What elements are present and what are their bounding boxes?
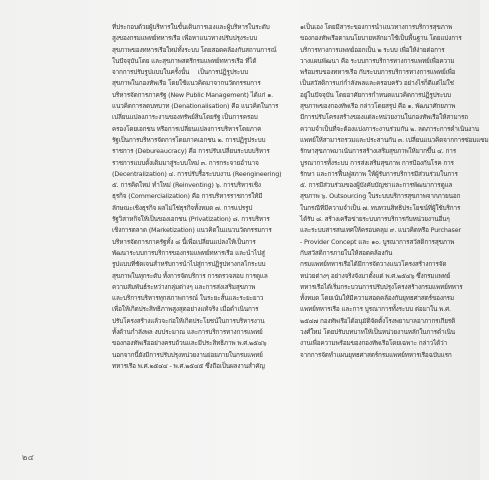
text-line: ราชการ (Debureaucracy) คือ การปรับเปลี่ยนระบบบริหาร [112,147,270,156]
text-line: ในปัจจุบันโดย และสุขภาพสตรีกรมแพทย์ทหารเรือ ที่ได้ [112,56,257,65]
text-line: ครองโดยเอกชน หรือการเปลี่ยนแปลงการบริหารโดยภาค [112,124,262,133]
text-line: บูรณาการทั้งระบบ การส่งเสริมสุขภาพ การป้องกันโรค การ [300,158,454,167]
text-line: นอกจากนี้ยังมีการปรับปรุงหน่วยงานย่อยภายในกรมแพทย์ [112,350,263,359]
text-line: ที่ประกอบด้วยผู้บริหารในขั้นเดินการเองและผู้บริหารในระดับ [112,23,270,31]
text-line: สุขภาพของกองทัพเรือ กล่าวโดยสรุป คือ ๑. พัฒนาศักยภาพ [300,102,456,111]
text-line: ธุรกิจ (Commercialization) คือ การบริหารราชการให้มี [112,192,263,201]
text-line: ลักษณะเชิงธุรกิจ ผลไม่ใช่ธุรกิจทั้งหมด ๗. การแปรรูป [112,203,253,212]
text-line: เปลี่ยนแปลงภาระงานของทรัพย์สินโดยรัฐ เป็นการครอบ [112,113,258,122]
text-line: ความสัมพันธ์ระหว่างกลุ่มต่างๆ และการส่งเสริมสุขภาพ [112,282,256,291]
text-line: แพทย์ทหารเรือ และการ บูรณาการทั้งระบบ ต่อมาใน พ.ศ. [300,305,451,314]
text-line: วงศ์ใหม่ โดยปรับบทบาทให้เป็นหน่วยงานหลักในการดำเนิน [300,328,456,337]
text-line: รัฐเป็นการบริหารจัดการโดยภาคเอกชน ๒. การปฏิรูประบบ [112,135,266,144]
text-line: ราชการแบบดั้งเดิมมาสู่ระบบใหม่ ๓. การกระจายอำนาจ [112,158,259,167]
text-line: รักษา และการฟื้นฟูสภาพ ให้ผู้รับการบริการมีส่วนร่วมในการ [300,169,458,178]
text-line: แพทย์ให้สามารถรวมและประสานกัน ๓. เปลี่ยนแนวคิดจากการซ่อมแซม [300,135,489,144]
text-line: รัฐวิสาหกิจให้เป็นของเอกชน (Privatization) ๘. การบริหาร [112,215,270,224]
text-line: จากการปรับรูปแบบในครั้งนั้น เป็นการปฏิรูประบบ [112,68,248,77]
text-line: งานเพื่อความพร้อมของกองทัพเรือโดยเฉพาะ กล่าวได้ว่า [300,339,448,348]
text-line: (Decentralization) ๔. การปรับรื้อระบบงาน (Reengineering) [112,169,282,178]
text-line: กับสวัสดิการภายในให้สอดคล้องกัน [300,248,393,257]
text-line: มีการปรับโครงสร้างของแต่ละหน่วยงานในกองทัพเรือให้สามารถ [300,113,468,122]
text-line: วางแผนพัฒนา คือ ระบบการบริการทางการแพทย์เพื่อความ [300,56,455,65]
text-line: บริการทางการแพทย์ออกเป็น ๒ ระบบ เพื่อให้ง่ายต่อการ [300,45,445,54]
text-line: เชิงการตลาด (Marketization) แนวคิดในแนวนวัตกรรมการ [112,226,272,235]
text-line: ๕. การมีส่วนร่วมของผู้บังคับบัญชาและการพัฒนาการดูแล [300,181,453,190]
text-line: หน่วยต่างๆ อย่างจริงจังมาตั้งแต่ พ.ศ.๒๕๔๖ ซึ่งกรมแพทย์ [300,271,451,280]
text-line: ทหารเรือ พ.ศ.๒๕๔๔ - พ.ศ.๒๕๔๕ ซึ่งถือเป็นผลงานสำคัญ [112,361,265,370]
text-line: ทั้งหมด โดยเน้นให้มีความสอดคล้องกับยุทธศาสตร์ของกรม [300,294,454,303]
text-line: บริหารจัดการภาครัฐ (New Public Management) ได้แก่ ๑. [112,90,274,99]
text-line: จากการจัดทำแผนยุทธศาสตร์กรมแพทย์ทหารเรือฉบับแรก [300,350,452,359]
text-line: - Provider Concept และ ๑๐. บูรณาการสวัสดิการสุขภาพ [300,237,455,246]
right-text-column [300,22,489,361]
text-line: รักษาสุขภาพมาเน้นการสร้างเสริมสุขภาพให้มากขึ้น ๔. การ [300,147,457,156]
text-line: เป็นสวัสดิการแก่กำลังพลและครอบครัว อย่างไรก็ดีแต่ไม่ใช่ [300,79,454,88]
text-line: ได้รับ ๘. สร้างเครือข่ายระบบการบริการกับหน่วยงานอื่นๆ [300,215,450,224]
text-line: รูปแบบที่ชัดเจนสำหรับการนำไปสู่การปฏิรูปทางกลไกระบบ [112,260,266,269]
text-line: บริหารจัดการภาครัฐทั้ง ๘ นี้เพื่อเปลี่ยนแปลงให้เป็นการ [112,237,256,246]
text-line: ทั้งด้านกำลังพล งบประมาณ และการบริการทางการแพทย์ [112,328,263,337]
text-line: สูงของกรมแพทย์ทหารเรือ เพื่อหาแนวทางปรับปรุงระบบ [112,34,258,43]
text-line: สุขภาพของทหารเรือใหม่ทั้งระบบ โดยสอดคล้องกับสถานการณ์ [112,45,277,54]
text-line: แนวคิดการลดบทบาท (Denationalisation) คือ แนวคิดในการ [112,102,279,111]
text-line: ทหารเรือได้เริ่มกระบวนการปรับปรุงโครงสร้างกรมแพทย์ทหาร [300,282,463,291]
text-line: อยู่ในปัจจุบัน โดยอาศัยการกำหนดแนวคิดการปฏิรูประบบ [300,90,451,99]
text-line: ปรับโครงสร้างแล้วจะก่อให้เกิดประโยชน์ในการบริหารงาน [112,316,265,325]
text-line: และระบบสารสนเทศให้ครอบคลุม ๙. แนวคิดหรือ Purchaser [300,226,461,235]
text-line: และบริการบริหารทุกสภาพการณ์ ในระยะสั้นและระยะยาว [112,294,264,303]
text-line: ๕. การคิดใหม่ ทำใหม่ (Reinventing) ๖. การบริหารเชิง [112,181,261,190]
text-line: ความจำเป็นที่จะต้องแบ่งภาระงานร่วมกัน ๒. ลดภาระการดำเนินงาน [300,124,479,133]
text-line: ๒๕๔๗ กองทัพเรือได้อนุมัติจัดตั้งโรงพยาบาลอาภากรเกียรติ [300,316,456,325]
text-line: ของกองทัพเรือตามนโยบายหลักมาใช้เป็นพื้นฐาน โดยแบ่งการ [300,34,462,43]
text-line: เพื่อให้เกิดประสิทธิภาพสูงสุดอย่างแท้จริง เมื่อดำเนินการ [112,305,259,314]
left-text-column [112,22,282,372]
text-line: สุขภาพในกองทัพเรือ โดยใช้แนวคิดมาจากนวัตกรรมการ [112,79,261,88]
page-number: ๒๔ [22,453,35,462]
text-line: ในกรณีที่มีความจำเป็น ๗. ทบทวนสิทธิประโยชน์ที่ผู้ใช้บริการ [300,203,461,212]
text-line: พร้อมรบของทหารเรือ กับระบบการบริการทางการแพทย์เพื่อ [300,68,456,77]
text-line: ๑เป็นเอง โดยมีสาระของการนำแนวทางการบริการสุขภาพ [300,23,453,31]
text-line: กรมแพทย์ทหารเรือได้มีการจัดวางแนวโครงสร้างการจัด [300,260,447,269]
text-line: สุขภาพในทุกระดับ ทั้งการจัดบริการ การตรวจสอบ การดูแล [112,271,268,280]
text-line: พัฒนาระบบการบริการของกรมแพทย์ทหารเรือ และนำไปสู่ [112,248,265,257]
text-line: สุขภาพ ๖. Outsourcing ในระบบบริการสุขภาพจากภายนอก [300,192,461,201]
text-line: ของกองทัพเรืออย่างครบถ้วนและมีประสิทธิภาพ พ.ศ.๒๕๔๖ [112,339,267,348]
